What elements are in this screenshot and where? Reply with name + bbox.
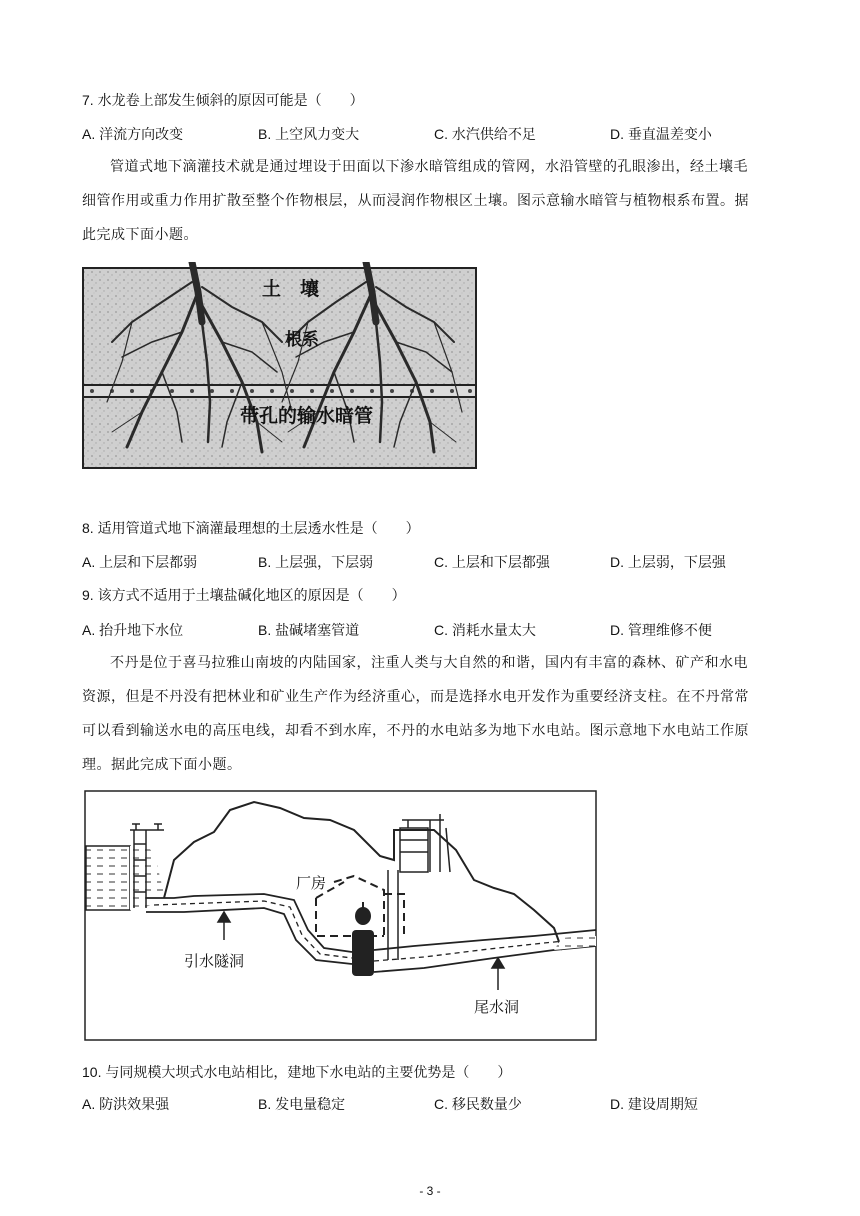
passage-line: 不丹是位于喜马拉雅山南坡的内陆国家，注重人类与大自然的和谐，国内有丰富的森林、矿产和水电: [110, 655, 748, 671]
passage-irrigation: [82, 150, 782, 252]
question-7-option-a: A. 洋流方向改变: [82, 126, 184, 142]
intake-tunnel-label: 引水隧洞: [184, 952, 245, 970]
page-number: - 3 -: [419, 1184, 441, 1198]
passage-line: 资源，但是不丹没有把林业和矿业生产作为经济重心，而是选择水电开发作为重要经济支柱。在不丹常常: [82, 689, 749, 705]
question-10-option-c: C. 移民数量少: [434, 1096, 522, 1112]
question-9-option-a: A. 抬升地下水位: [82, 622, 184, 638]
question-10-option-a: A. 防洪效果强: [82, 1096, 170, 1112]
question-9-stem: 9. 该方式不适用于土壤盐碱化地区的原因是（ ）: [82, 587, 406, 603]
question-8-option-a: A. 上层和下层都弱: [82, 554, 198, 570]
question-7-option-d: D. 垂直温差变小: [610, 126, 712, 142]
reservoir-water: [86, 846, 130, 910]
question-8-stem: 8. 适用管道式地下滴灌最理想的土层透水性是（ ）: [82, 520, 420, 536]
question-10-option-b: B. 发电量稳定: [258, 1096, 346, 1112]
passage-line: 此完成下面小题。: [82, 227, 198, 243]
passage-line: 细管作用或重力作用扩散至整个作物根层，从而浸润作物根区土壤。图示意输水暗管与植物根系布置。据: [82, 193, 749, 209]
question-10-stem: 10. 与同规模大坝式水电站相比，建地下水电站的主要优势是（ ）: [82, 1064, 512, 1080]
question-8-option-b: B. 上层强，下层弱: [258, 554, 374, 570]
question-8-option-c: C. 上层和下层都强: [434, 554, 550, 570]
passage-line: 理。据此完成下面小题。: [82, 757, 242, 773]
roots-label: 根系: [285, 330, 319, 350]
question-9-option-d: D. 管理维修不便: [610, 622, 712, 638]
passage-line: 管道式地下滴灌技术就是通过埋设于田面以下渗水暗管组成的管网，水沿管壁的孔眼渗出，经土壤毛: [110, 159, 748, 175]
tailrace-tunnel-label: 尾水洞: [474, 998, 520, 1016]
question-9-option-c: C. 消耗水量太大: [434, 622, 536, 638]
question-7-option-c: C. 水汽供给不足: [434, 126, 536, 142]
passage-line: 可以看到输送水电的高压电线，却看不到水库，不丹的水电站多为地下水电站。图示意地下水电站工作原: [82, 723, 749, 739]
powerhouse-label: 厂房: [296, 874, 327, 892]
passage-bhutan: [82, 646, 782, 782]
question-7-option-b: B. 上空风力变大: [258, 126, 360, 142]
irrigation-root-diagram: [82, 262, 478, 470]
question-10-option-d: D. 建设周期短: [610, 1096, 698, 1112]
question-7-stem: 7. 水龙卷上部发生倾斜的原因可能是（ ）: [82, 92, 364, 108]
question-9-option-b: B. 盐碱堵塞管道: [258, 622, 360, 638]
question-8-option-d: D. 上层弱，下层强: [610, 554, 726, 570]
soil-label: 土 壤: [262, 278, 320, 300]
underground-hydropower-diagram: [84, 790, 598, 1042]
pipe-label: 带孔的输水暗管: [240, 405, 374, 427]
